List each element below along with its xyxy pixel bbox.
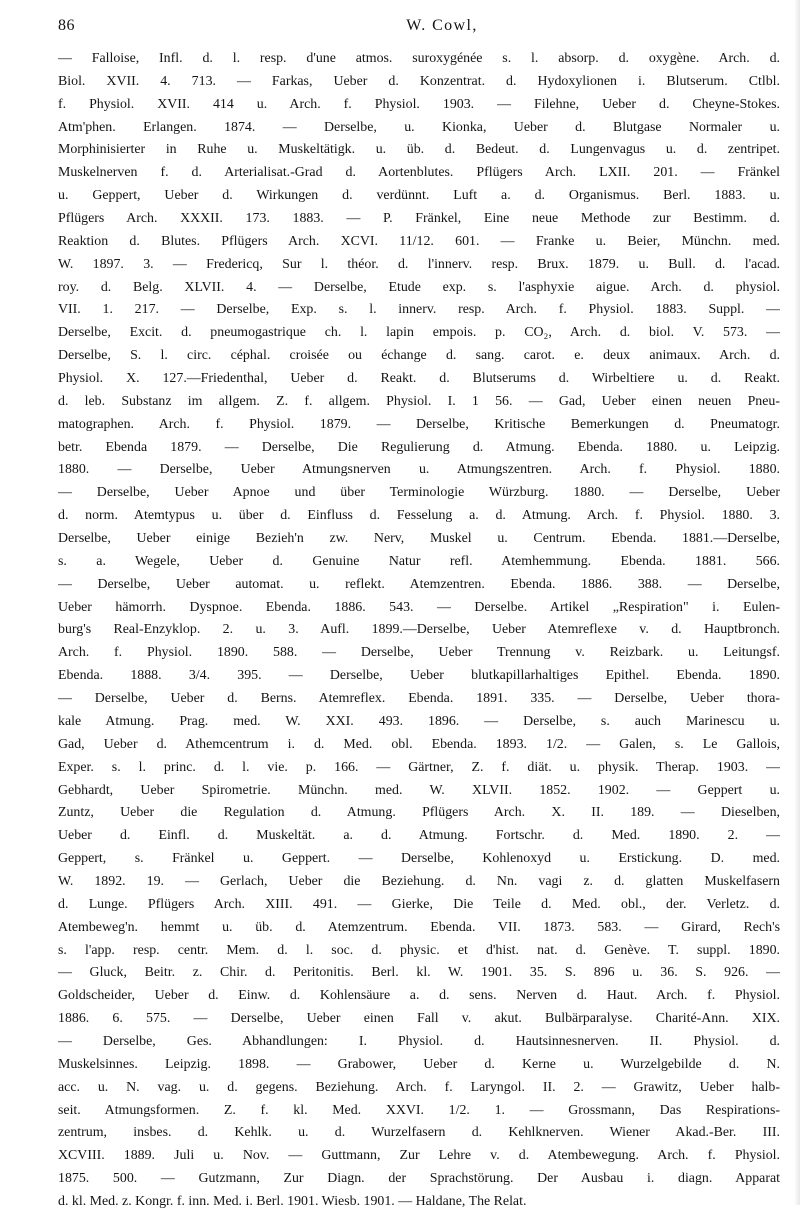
text-line: d. norm. Atemtypus u. über d. Einfluss d. Fesselung a. d. Atmung. Arch. f. Physiol. 1880. 3. [58, 508, 780, 524]
text-line: seit. Atmungsformen. Z. f. kl. Med. XXVI. 1/2. 1. — Grossmann, Das Respirations- [58, 1102, 780, 1118]
text-line: Derselbe, Ueber einige Bezieh'n zw. Nerv, Muskel u. Centrum. Ebenda. 1881.—Derselbe, [58, 531, 780, 547]
text-line: VII. 1. 217. — Derselbe, Exp. s. l. innerv. resp. Arch. f. Physiol. 1883. Suppl. — [58, 302, 780, 318]
text-line: — Derselbe, Ueber automat. u. reflekt. Atemzentren. Ebenda. 1886. 388. — Derselbe, [58, 576, 780, 592]
text-line: Arch. f. Physiol. 1890. 588. — Derselbe, Ueber Trennung v. Reizbark. u. Leitungsf. [58, 645, 780, 661]
text-line: Gebhardt, Ueber Spirometrie. Münchn. med. W. XLVII. 1852. 1902. — Geppert u. [58, 782, 780, 798]
text-line: betr. Ebenda 1879. — Derselbe, Die Regulierung d. Atmung. Ebenda. 1880. u. Leipzig. [58, 439, 780, 455]
text-line: W. 1892. 19. — Gerlach, Ueber die Beziehung. d. Nn. vagi z. d. glatten Muskelfasern [58, 873, 780, 889]
text-line: roy. d. Belg. XLVII. 4. — Derselbe, Etude exp. s. l'asphyxie aigue. Arch. d. physiol. [58, 279, 780, 295]
running-head: W. Cowl, [406, 17, 478, 34]
text-line: Pflügers Arch. XXXII. 173. 1883. — P. Fränkel, Eine neue Methode zur Bestimm. d. [58, 211, 780, 227]
text-line: Biol. XVII. 4. 713. — Farkas, Ueber d. Konzentrat. d. Hydoxylionen i. Blutserum. Ctlbl. [58, 73, 780, 89]
text-line: 1875. 500. — Gutzmann, Zur Diagn. der Sprachstörung. Der Ausbau i. diagn. Apparat [58, 1171, 780, 1187]
text-line: Reaktion d. Blutes. Pflügers Arch. XCVI. 11/12. 601. — Franke u. Beier, Münchn. med. [58, 233, 780, 249]
text-line: zentrum, insbes. d. Kehlk. u. d. Wurzelfasern d. Kehlknerven. Wiener Akad.-Ber. III. [58, 1125, 780, 1141]
text-line: W. 1897. 3. — Fredericq, Sur l. théor. d. l'innerv. resp. Brux. 1879. u. Bull. d. l'acad. [58, 256, 780, 272]
page-number: 86 [58, 17, 75, 34]
text-line: 1886. 6. 575. — Derselbe, Ueber einen Fall v. akut. Bulbärparalyse. Charité-Ann. XIX. [58, 1011, 780, 1027]
text-line: Morphinisierter in Ruhe u. Muskeltätigk. u. üb. d. Bedeut. d. Lungenvagus u. d. zentripet. [58, 142, 780, 158]
text-line: Zuntz, Ueber die Regulation d. Atmung. Pflügers Arch. X. II. 189. — Dieselben, [58, 805, 780, 821]
text-line: Physiol. X. 127.—Friedenthal, Ueber d. Reakt. d. Blutserums d. Wirbeltiere u. d. Reakt. [58, 371, 780, 387]
text-line: — Derselbe, Ges. Abhandlungen: I. Physiol. d. Hautsinnesnerven. II. Physiol. d. [58, 1033, 780, 1049]
text-line: — Derselbe, Ueber Apnoe und über Terminologie Würzburg. 1880. — Derselbe, Ueber [58, 485, 780, 501]
text-line: XCVIII. 1889. Juli u. Nov. — Guttmann, Zur Lehre v. d. Atembewegung. Arch. f. Physiol. [58, 1148, 780, 1164]
text-line: — Derselbe, Ueber d. Berns. Atemreflex. Ebenda. 1891. 335. — Derselbe, Ueber thora- [58, 691, 780, 707]
text-line: — Falloise, Infl. d. l. resp. d'une atmos. suroxygénée s. l. absorp. d. oxygène. Arch. d. [58, 51, 780, 66]
text-line: d. kl. Med. z. Kongr. f. inn. Med. i. Berl. 1901. Wiesb. 1901. — Haldane, The Relat. [58, 1193, 527, 1209]
text-line: d. Lunge. Pflügers Arch. XIII. 491. — Gierke, Die Teile d. Med. obl., der. Verletz. d. [58, 896, 780, 912]
page-header [58, 0, 782, 46]
text-line: Ueber hämorrh. Dyspnoe. Ebenda. 1886. 543. — Derselbe. Artikel „Respiration" i. Eulen- [58, 599, 780, 615]
text-line: Geppert, s. Fränkel u. Geppert. — Derselbe, Kohlenoxyd u. Erstickung. D. med. [58, 851, 780, 867]
text-line: kale Atmung. Prag. med. W. XXI. 493. 1896. — Derselbe, s. auch Marinescu u. [58, 713, 780, 729]
text-line: 1880. — Derselbe, Ueber Atmungsnerven u. Atmungszentren. Arch. f. Physiol. 1880. [58, 462, 780, 478]
text-line: matographen. Arch. f. Physiol. 1879. — Derselbe, Kritische Bemerkungen d. Pneumatogr. [58, 416, 780, 432]
bibliography-text [58, 48, 780, 1214]
text-line: d. leb. Substanz im allgem. Z. f. allgem. Physiol. I. 1 56. — Gad, Ueber einen neuen Pneu- [58, 393, 780, 409]
text-line: Muskelsinnes. Leipzig. 1898. — Grabower, Ueber d. Kerne u. Wurzelgebilde d. N. [58, 1056, 780, 1072]
text-line: burg's Real-Enzyklop. 2. u. 3. Aufl. 1899.—Derselbe, Ueber Atemreflexe v. d. Hauptbronch. [58, 622, 780, 638]
text-line: Goldscheider, Ueber d. Einw. d. Kohlensäure a. d. sens. Nerven d. Haut. Arch. f. Physiol. [58, 988, 780, 1004]
text-line: Atm'phen. Erlangen. 1874. — Derselbe, u. Kionka, Ueber d. Blutgase Normaler u. [58, 119, 780, 135]
scan-edge-shadow [794, 0, 800, 1205]
text-line: s. l'app. resp. centr. Mem. d. l. soc. d. physic. et d'hist. nat. d. Genève. T. suppl. 1890. [58, 942, 780, 958]
text-line: f. Physiol. XVII. 414 u. Arch. f. Physiol. 1903. — Filehne, Ueber d. Cheyne-Stokes. [58, 96, 780, 112]
text-line: Derselbe, S. l. circ. céphal. croisée ou échange d. sang. carot. e. deux animaux. Arch. d. [58, 348, 780, 364]
text-line: Ebenda. 1888. 3/4. 395. — Derselbe, Ueber blutkapillarhaltiges Epithel. Ebenda. 1890. [58, 668, 780, 684]
text-line: Ueber d. Einfl. d. Muskeltät. a. d. Atmung. Fortschr. d. Med. 1890. 2. — [58, 828, 780, 844]
text-line: — Gluck, Beitr. z. Chir. d. Peritonitis. Berl. kl. W. 1901. 35. S. 896 u. 36. S. 926. — [58, 965, 780, 981]
text-line: Exper. s. l. princ. d. l. vie. p. 166. — Gärtner, Z. f. diät. u. physik. Therap. 1903. — [58, 759, 780, 775]
text-line: Gad, Ueber d. Athemcentrum i. d. Med. obl. Ebenda. 1893. 1/2. — Galen, s. Le Gallois, [58, 736, 780, 752]
text-line: Atembeweg'n. hemmt u. üb. d. Atemzentrum. Ebenda. VII. 1873. 583. — Girard, Rech's [58, 919, 780, 935]
text-line: Muskelnerven f. d. Arterialisat.-Grad d. Aortenblutes. Pflügers Arch. LXII. 201. — Fränkel [58, 165, 780, 181]
text-line: Derselbe, Excit. d. pneumogastrique ch. l. lapin empois. p. CO₂, Arch. d. biol. V. 573. — [58, 325, 780, 341]
text-line: s. a. Wegele, Ueber d. Genuine Natur refl. Atemhemmung. Ebenda. 1881. 566. [58, 553, 780, 569]
text-line: acc. u. N. vag. u. d. gegens. Beziehung. Arch. f. Laryngol. II. 2. — Grawitz, Ueber halb- [58, 1079, 780, 1095]
text-line: u. Geppert, Ueber d. Wirkungen d. verdünnt. Luft a. d. Organismus. Berl. 1883. u. [58, 188, 780, 204]
